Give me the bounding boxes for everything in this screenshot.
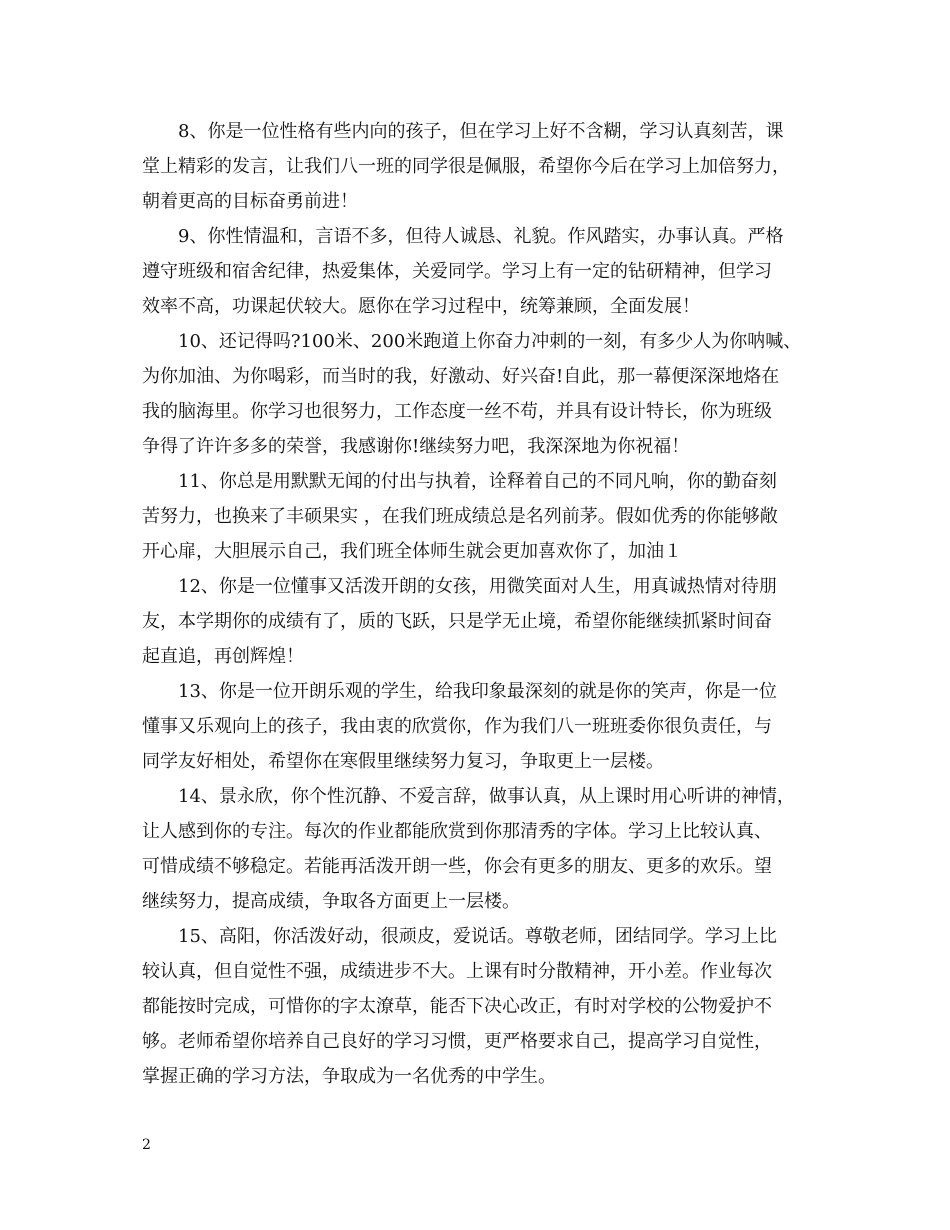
paragraph-line: 苦努力，也换来了丰硕果实 ，在我们班成绩总是名列前茅。假如优秀的你能够敞 [142,506,778,527]
comment-paragraph-11 [142,464,832,569]
paragraph-line: 11、你总是用默默无闻的付出与执着，诠释着自己的不同凡响，你的勤奋刻 [178,471,777,492]
paragraph-line: 15、高阳，你活泼好动，很顽皮，爱说话。尊敬老师，团结同学。学习上比 [178,926,777,947]
paragraph-line: 朝着更高的目标奋勇前进！ [142,191,358,212]
comment-paragraph-14 [142,779,832,919]
paragraph-line: 够。老师希望你培养自己良好的学习习惯，更严格要求自己，提高学习自觉性， [142,1031,772,1052]
comment-paragraph-12 [142,569,832,674]
paragraph-line: 懂事又乐观向上的孩子，我由衷的欣赏你，作为我们八一班班委你很负责任，与 [142,716,772,737]
paragraph-line: 8、你是一位性格有些内向的孩子，但在学习上好不含糊，学习认真刻苦，课 [178,121,784,142]
paragraph-line: 都能按时完成，可惜你的字太潦草，能否下决心改正，有时对学校的公物爱护不 [142,996,772,1017]
paragraph-line: 为你加油、为你喝彩，而当时的我，好激动、好兴奋!自此，那一幕便深深地烙在 [142,366,780,387]
paragraph-line: 继续努力，提高成绩，争取各方面更上一层楼。 [142,891,520,912]
comment-paragraph-8 [142,114,832,219]
paragraph-line: 10、还记得吗?100米、200米跑道上你奋力冲刺的一刻，有多少人为你呐喊、 [178,331,802,352]
paragraph-line: 同学友好相处，希望你在寒假里继续努力复习，争取更上一层楼。 [142,751,664,772]
paragraph-line: 效率不高，功课起伏较大。愿你在学习过程中，统筹兼顾，全面发展！ [142,296,700,317]
comment-paragraph-9 [142,219,832,324]
paragraph-line: 遵守班级和宿舍纪律，热爱集体，关爱同学。学习上有一定的钻研精神，但学习 [142,261,772,282]
paragraph-line: 9、你性情温和，言语不多，但待人诚恳、礼貌。作风踏实，办事认真。严格 [178,226,784,247]
paragraph-line: 12、你是一位懂事又活泼开朗的女孩，用微笑面对人生，用真诚热情对待朋 [178,576,777,597]
paragraph-line: 起直追，再创辉煌！ [142,646,304,667]
paragraph-line: 友，本学期你的成绩有了，质的飞跃，只是学无止境，希望你能继续抓紧时间奋 [142,611,772,632]
paragraph-line: 掌握正确的学习方法，争取成为一名优秀的中学生。 [142,1066,556,1087]
paragraph-line: 开心扉，大胆展示自己，我们班全体师生就会更加喜欢你了，加油１ [142,541,682,562]
comment-paragraph-10 [142,324,832,464]
paragraph-line: 争得了许许多多的荣誉，我感谢你!继续努力吧，我深深地为你祝福！ [142,436,690,457]
paragraph-line: 较认真，但自觉性不强，成绩进步不大。上课有时分散精神，开小差。作业每次 [142,961,772,982]
comment-paragraph-13 [142,674,832,779]
paragraph-line: 14、景永欣，你个性沉静、不爱言辞，做事认真，从上课时用心听讲的神情， [178,786,795,807]
paragraph-line: 可惜成绩不够稳定。若能再活泼开朗一些，你会有更多的朋友、更多的欢乐。望 [142,856,772,877]
paragraph-line: 堂上精彩的发言，让我们八一班的同学很是佩服，希望你今后在学习上加倍努力， [142,156,790,177]
paragraph-line: 让人感到你的专注。每次的作业都能欣赏到你那清秀的字体。学习上比较认真、 [142,821,772,842]
paragraph-line: 我的脑海里。你学习也很努力，工作态度一丝不苟，并具有设计特长，你为班级 [142,401,772,422]
page-number: 2 [142,1137,151,1153]
comment-paragraph-15 [142,919,832,1094]
document-body [142,114,832,1094]
paragraph-line: 13、你是一位开朗乐观的学生，给我印象最深刻的就是你的笑声，你是一位 [178,681,777,702]
